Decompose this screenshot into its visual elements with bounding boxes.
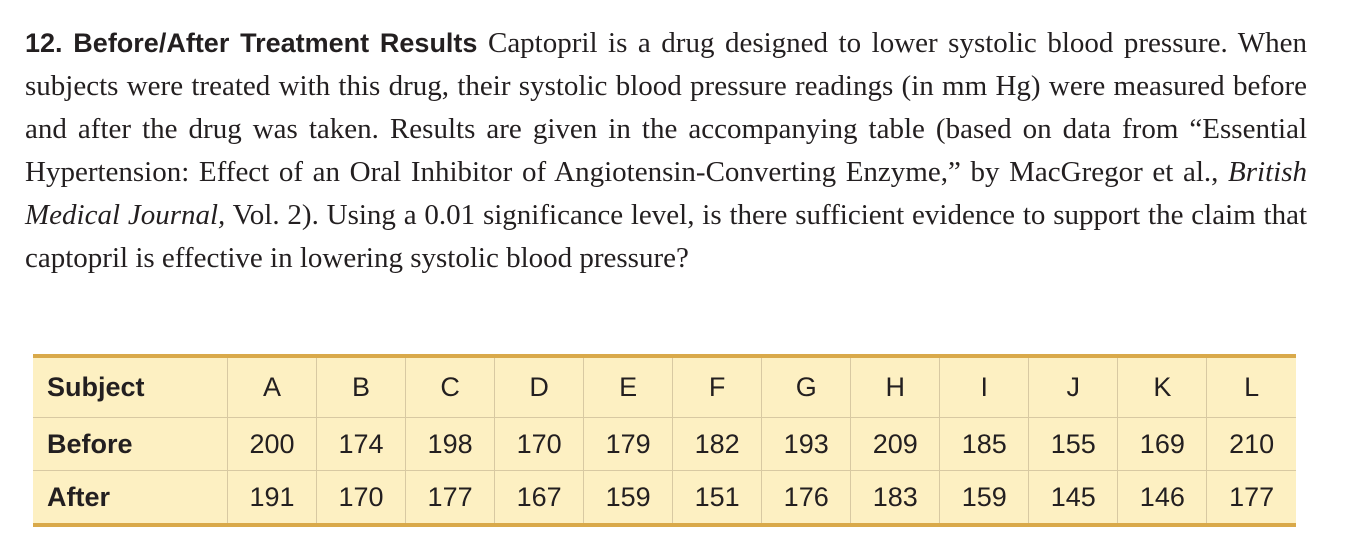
before-cell: 209 (851, 418, 940, 471)
exercise-title: 12. Before/After Treatment Results (25, 28, 478, 58)
subject-cell: G (762, 358, 851, 418)
before-cell: 200 (228, 418, 317, 471)
subject-cell: C (406, 358, 495, 418)
subject-cell: I (940, 358, 1029, 418)
before-cell: 210 (1207, 418, 1296, 471)
exercise-text-part1: Captopril is a drug designed to lower systolic blood pressure. When subjects were treated with this drug, their systolic blood pressure readings (in mm Hg) were measured before and after the drug was taken. Results are given in the accompanying table (based on data from “Essential Hypertension: Effect of an Oral Inhibitor of Angiotensin-Converting Enzyme,” by MacGregor et al., (25, 27, 1308, 188)
exercise-paragraph (25, 22, 1307, 280)
after-cell: 159 (584, 471, 673, 524)
exercise-text-part2: Vol. 2). Using a 0.01 significance level, is there sufficient evidence to support the claim that captopril is effective in lowering systolic blood pressure? (25, 199, 1307, 274)
after-cell: 146 (1118, 471, 1207, 524)
subject-cell: L (1207, 358, 1296, 418)
blood-pressure-table (33, 358, 1296, 523)
before-cell: 182 (673, 418, 762, 471)
before-cell: 155 (1029, 418, 1118, 471)
after-row (33, 471, 1296, 524)
subject-cell: E (584, 358, 673, 418)
after-cell: 176 (762, 471, 851, 524)
after-cell: 167 (495, 471, 584, 524)
after-cell: 145 (1029, 471, 1118, 524)
subject-cell: H (851, 358, 940, 418)
after-cell: 183 (851, 471, 940, 524)
before-cell: 174 (317, 418, 406, 471)
after-cell: 170 (317, 471, 406, 524)
after-row-label: After (33, 471, 228, 524)
before-row (33, 418, 1296, 471)
after-cell: 177 (406, 471, 495, 524)
before-row-label: Before (33, 418, 228, 471)
subject-cell: J (1029, 358, 1118, 418)
after-cell: 177 (1207, 471, 1296, 524)
journal-title: British Medical Journal, (25, 156, 1307, 231)
data-table (33, 354, 1296, 527)
subject-row-label: Subject (47, 372, 145, 402)
subject-cell: F (673, 358, 762, 418)
before-cell: 185 (940, 418, 1029, 471)
after-cell: 151 (673, 471, 762, 524)
subject-row (33, 358, 1296, 418)
before-cell: 198 (406, 418, 495, 471)
subject-cell: K (1118, 358, 1207, 418)
subject-cell: D (495, 358, 584, 418)
subject-cell: A (228, 358, 317, 418)
before-cell: 193 (762, 418, 851, 471)
after-cell: 159 (940, 471, 1029, 524)
after-cell: 191 (228, 471, 317, 524)
before-cell: 169 (1118, 418, 1207, 471)
subject-cell: B (317, 358, 406, 418)
before-cell: 179 (584, 418, 673, 471)
before-cell: 170 (495, 418, 584, 471)
